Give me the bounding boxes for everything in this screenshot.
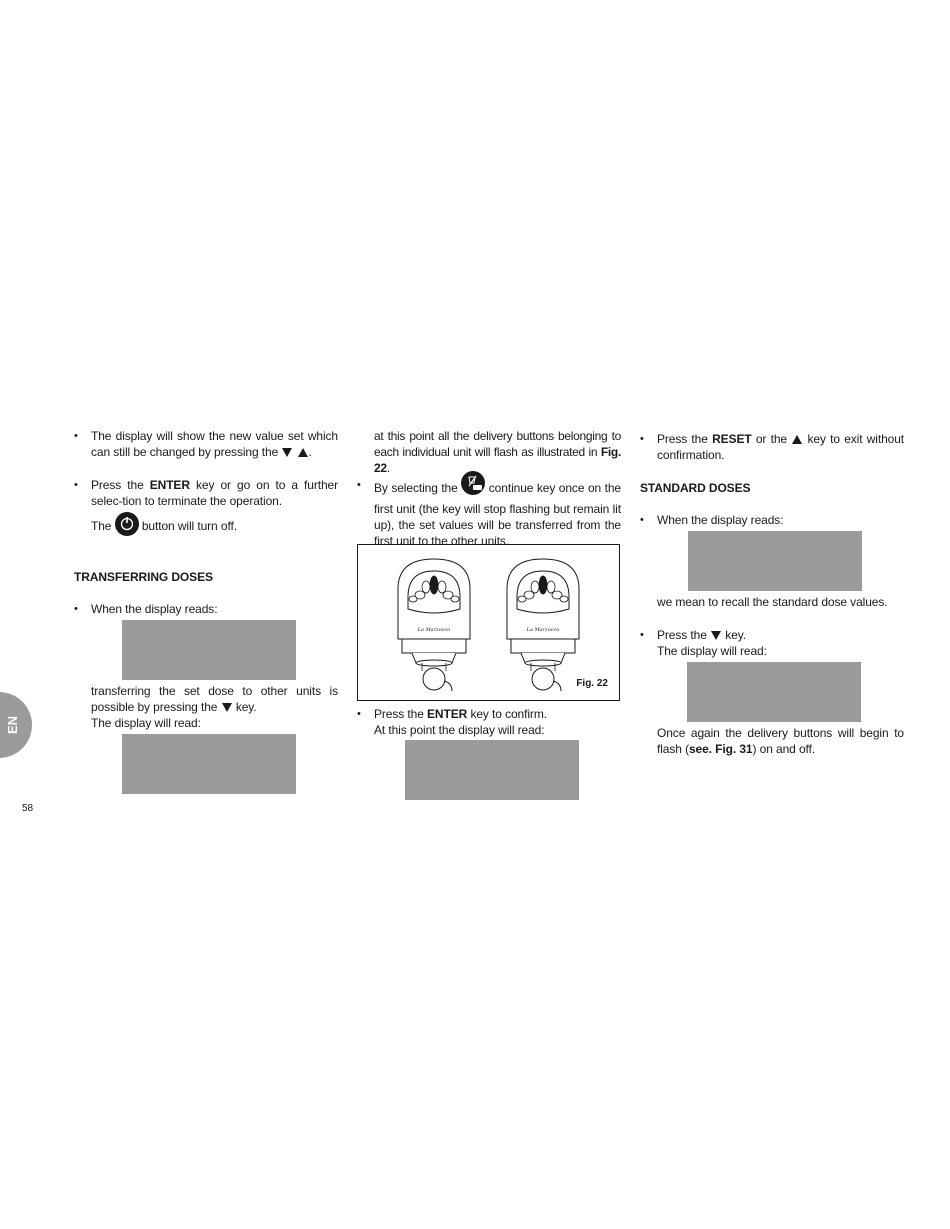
brand-logo: La Marzocco bbox=[526, 627, 560, 633]
bullet-dot: • bbox=[640, 514, 644, 526]
col1-transfer-post: key. bbox=[235, 700, 257, 714]
col1-bullet3: When the display reads: bbox=[91, 602, 218, 616]
col2-display-will-read: At this point the display will read: bbox=[374, 723, 545, 737]
fig-22-reference: Fig. 22 bbox=[374, 445, 621, 475]
display-panel bbox=[405, 740, 579, 800]
display-panel bbox=[688, 531, 862, 591]
bullet-dot: • bbox=[74, 479, 78, 491]
bullet-dot: • bbox=[74, 603, 78, 615]
coffee-unit-right bbox=[507, 559, 579, 691]
bullet-dot: • bbox=[640, 629, 644, 641]
bullet-dot: • bbox=[74, 430, 78, 442]
col2-bullet1-post: continue key once on the first unit (the key will stop flashing but remain lit up), the set values will be transferred from the first unit to the other units. bbox=[374, 481, 621, 548]
power-icon bbox=[115, 512, 139, 536]
col3-bullet1-mid: or the bbox=[755, 432, 787, 446]
triangle-down-icon bbox=[282, 448, 292, 457]
col1-button-off-line bbox=[91, 515, 338, 539]
enter-key-label: ENTER bbox=[427, 707, 468, 721]
col3-bullet3-pre: Press the bbox=[657, 628, 707, 642]
fig-31-reference: see. Fig. 31 bbox=[688, 742, 753, 756]
col1-transfer-pre: transferring the set dose to other units is possible by pressing the bbox=[91, 684, 338, 714]
col3-bullet1 bbox=[657, 431, 904, 463]
col1-display-will-read: The display will read: bbox=[91, 716, 201, 730]
col1-the: The bbox=[91, 519, 112, 534]
col1-turnoff: button will turn off. bbox=[141, 519, 237, 534]
col2-bullet1-pre: By selecting the bbox=[374, 481, 458, 496]
col2-cont-dot: . bbox=[386, 461, 390, 475]
display-panel bbox=[122, 620, 296, 680]
bullet-dot: • bbox=[357, 708, 361, 720]
bullet-dot: • bbox=[357, 479, 361, 491]
col2-bullet2-pre: Press the bbox=[374, 707, 424, 721]
triangle-up-icon bbox=[792, 435, 802, 444]
col3-display-will-read: The display will read: bbox=[657, 644, 767, 658]
page-number: 58 bbox=[22, 803, 34, 814]
triangle-down-icon bbox=[711, 631, 721, 640]
col2-bullet2 bbox=[374, 706, 621, 722]
coffee-unit-left bbox=[398, 559, 470, 691]
col2-cont-pre: at this point all the delivery buttons belonging to each individual unit will flash as illustrated in bbox=[374, 429, 621, 459]
col2-continuation bbox=[374, 428, 621, 476]
transferring-doses-heading: TRANSFERRING DOSES bbox=[74, 570, 213, 584]
col2-bullet2-post: key to confirm. bbox=[470, 707, 547, 721]
col3-bullet2: When the display reads: bbox=[657, 513, 784, 527]
col1-bullet1: The display will show the new value set which can still be changed by pressing the . bbox=[91, 429, 338, 459]
col1-bullet2-pre: Press the bbox=[91, 478, 144, 492]
col1-bullet2 bbox=[91, 477, 338, 509]
reset-key-label: RESET bbox=[712, 432, 752, 446]
col3-once-again bbox=[657, 725, 904, 757]
col3-bullet3 bbox=[657, 627, 746, 643]
col1-bullet1-text: The display will show the new value set which can still be changed by pressing the bbox=[91, 429, 338, 459]
enter-key-label: ENTER bbox=[149, 478, 190, 492]
figure-22 bbox=[357, 544, 620, 701]
language-tab-label: EN bbox=[5, 715, 21, 735]
language-tab bbox=[0, 692, 32, 758]
brand-logo: La Marzocco bbox=[417, 627, 451, 633]
triangle-up-icon bbox=[298, 448, 308, 457]
stop-continue-icon bbox=[461, 471, 485, 495]
col3-bullet1-post: key to exit without confirmation. bbox=[657, 432, 905, 462]
display-panel bbox=[687, 662, 861, 722]
col3-recall-text: we mean to recall the standard dose values. bbox=[657, 595, 888, 609]
display-panel bbox=[122, 734, 296, 794]
bullet-dot: • bbox=[640, 433, 644, 445]
col1-bullet2-post: key or go on to a further selec-tion to terminate the operation. bbox=[91, 478, 339, 508]
col3-once-pre: Once again the delivery buttons will begin to flash ( bbox=[657, 726, 904, 756]
col3-once-post: ) on and off. bbox=[752, 742, 816, 756]
col1-transfer-text bbox=[91, 683, 338, 715]
col3-bullet3-post: key. bbox=[725, 628, 746, 642]
figure-caption: Fig. 22 bbox=[576, 678, 608, 689]
col2-bullet1 bbox=[374, 477, 621, 549]
col3-bullet1-pre: Press the bbox=[657, 432, 708, 446]
standard-doses-heading: STANDARD DOSES bbox=[640, 481, 751, 495]
triangle-down-icon bbox=[222, 703, 232, 712]
